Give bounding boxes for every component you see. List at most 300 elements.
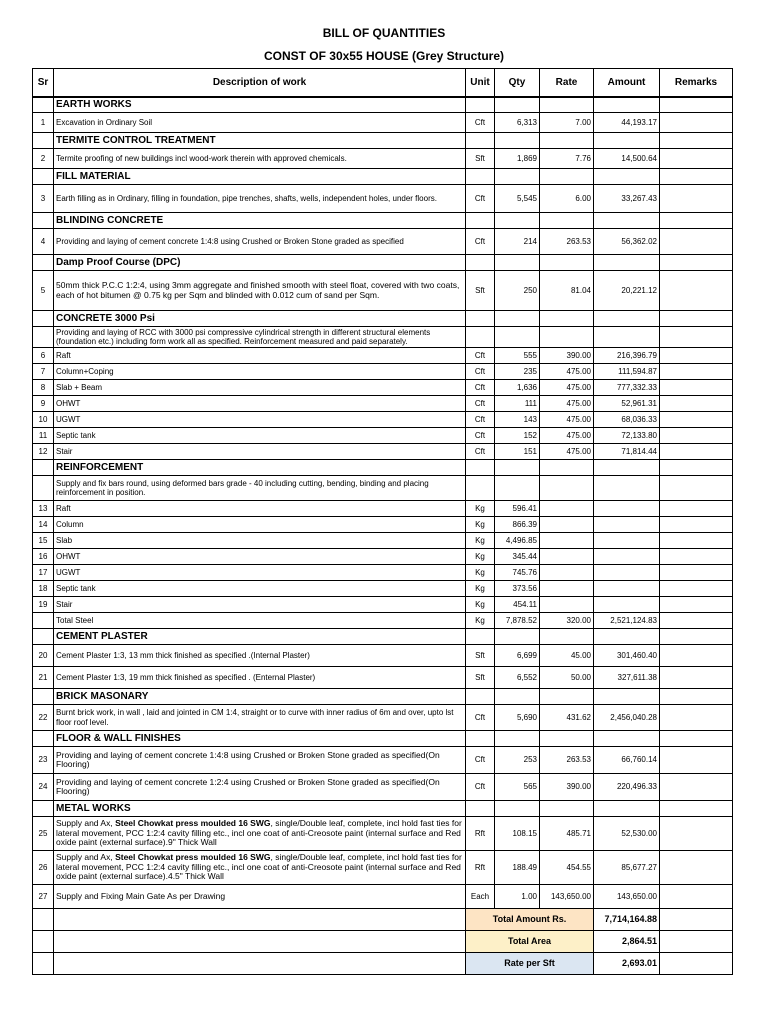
description-cell: Cement Plaster 1:3, 19 mm thick finished as specified . (Enternal Plaster): [54, 667, 466, 689]
description-cell: Total Steel: [54, 613, 466, 629]
sr-cell: 3: [33, 185, 54, 213]
amount-cell: 68,036.33: [594, 412, 660, 428]
empty-cell: [594, 213, 660, 229]
rate-cell: 431.62: [540, 705, 594, 731]
unit-cell: Kg: [466, 597, 495, 613]
sr-cell: 19: [33, 597, 54, 613]
header-description: Description of work: [54, 69, 466, 97]
amount-cell: [594, 581, 660, 597]
description-cell: Stair: [54, 444, 466, 460]
header-rate: Rate: [540, 69, 594, 97]
empty-cell: [466, 801, 495, 817]
table-row: [33, 667, 733, 689]
sr-cell: [33, 613, 54, 629]
section-row: [33, 255, 733, 271]
empty-cell: [466, 629, 495, 645]
table-row: [33, 597, 733, 613]
description-cell: [54, 851, 466, 885]
rate-cell: 390.00: [540, 348, 594, 364]
empty-cell: [495, 689, 540, 705]
description-cell: Providing and laying of cement concrete 1:2:4 using Crushed or Broken Stone graded as specified(On Flooring): [54, 774, 466, 801]
empty-cell: [540, 133, 594, 149]
amount-cell: 72,133.80: [594, 428, 660, 444]
empty-cell: [660, 953, 733, 975]
qty-cell: 1.00: [495, 885, 540, 909]
section-heading: METAL WORKS: [54, 801, 466, 817]
description-prefix: Supply and Ax,: [56, 852, 116, 863]
rate-cell: 475.00: [540, 380, 594, 396]
sr-cell: 11: [33, 428, 54, 444]
unit-cell: Cft: [466, 747, 495, 774]
amount-cell: 33,267.43: [594, 185, 660, 213]
table-row: [33, 113, 733, 133]
remarks-cell: [660, 851, 733, 885]
description-cell: OHWT: [54, 549, 466, 565]
remarks-cell: [660, 885, 733, 909]
empty-cell: [594, 169, 660, 185]
unit-cell: Cft: [466, 348, 495, 364]
section-row: [33, 460, 733, 476]
header-qty: Qty: [495, 69, 540, 97]
empty-cell: [660, 801, 733, 817]
rate-cell: [540, 549, 594, 565]
unit-cell: Rft: [466, 851, 495, 885]
rate-cell: [540, 476, 594, 501]
header-unit: Unit: [466, 69, 495, 97]
table-row: [33, 444, 733, 460]
qty-cell: 7,878.52: [495, 613, 540, 629]
amount-cell: 85,677.27: [594, 851, 660, 885]
document-subtitle: CONST OF 30x55 HOUSE (Grey Structure): [263, 49, 505, 63]
empty-cell: [33, 213, 54, 229]
empty-cell: [660, 133, 733, 149]
section-heading: CONCRETE 3000 Psi: [54, 311, 466, 327]
sr-cell: 4: [33, 229, 54, 255]
empty-cell: [594, 801, 660, 817]
sr-cell: 16: [33, 549, 54, 565]
description-cell: Stair: [54, 597, 466, 613]
table-row: [33, 412, 733, 428]
empty-cell: [660, 931, 733, 953]
description-cell: Excavation in Ordinary Soil: [54, 113, 466, 133]
unit-cell: [466, 476, 495, 501]
amount-cell: 301,460.40: [594, 645, 660, 667]
remarks-cell: [660, 597, 733, 613]
empty-cell: [660, 311, 733, 327]
amount-cell: 44,193.17: [594, 113, 660, 133]
description-cell: Supply and fix bars round, using deformed bars grade - 40 including cutting, bending, binding and placing reinforcement in position.: [54, 476, 466, 501]
total-amount-value: 7,714,164.88: [594, 909, 660, 931]
remarks-cell: [660, 774, 733, 801]
table-row: [33, 271, 733, 311]
total-amount-row: [33, 909, 733, 931]
total-area-label: Total Area: [466, 931, 594, 953]
empty-cell: [495, 311, 540, 327]
sr-cell: 21: [33, 667, 54, 689]
unit-cell: Cft: [466, 428, 495, 444]
amount-cell: 52,961.31: [594, 396, 660, 412]
empty-cell: [495, 133, 540, 149]
section-heading: FLOOR & WALL FINISHES: [54, 731, 466, 747]
remarks-cell: [660, 549, 733, 565]
qty-cell: 555: [495, 348, 540, 364]
empty-cell: [466, 311, 495, 327]
empty-cell: [660, 255, 733, 271]
empty-cell: [540, 689, 594, 705]
total-amount-label: Total Amount Rs.: [466, 909, 594, 931]
empty-cell: [594, 629, 660, 645]
qty-cell: 596.41: [495, 501, 540, 517]
description-cell: Earth filling as in Ordinary, filling in foundation, pipe trenches, shafts, wells, independent holes, under floors.: [54, 185, 466, 213]
rate-cell: 7.76: [540, 149, 594, 169]
description-cell: Termite proofing of new buildings incl wood-work therein with approved chemicals.: [54, 149, 466, 169]
table-row: [33, 613, 733, 629]
sr-cell: 7: [33, 364, 54, 380]
description-cell: UGWT: [54, 412, 466, 428]
empty-cell: [540, 460, 594, 476]
empty-cell: [33, 909, 54, 931]
empty-cell: [33, 97, 54, 113]
empty-cell: [495, 801, 540, 817]
qty-cell: 373.56: [495, 581, 540, 597]
qty-cell: 4,496.85: [495, 533, 540, 549]
description-cell: 50mm thick P.C.C 1:2:4, using 3mm aggregate and finished smooth with steel float, covered with two coats, each of hot bitumen @ 0.75 kg per Sqm and blinded with 0.012 cum of sand per Sqm.: [54, 271, 466, 311]
rate-cell: 475.00: [540, 428, 594, 444]
remarks-cell: [660, 533, 733, 549]
rate-cell: 50.00: [540, 667, 594, 689]
amount-cell: 52,530.00: [594, 817, 660, 851]
amount-cell: 327,611.38: [594, 667, 660, 689]
remarks-cell: [660, 364, 733, 380]
rate-per-sft-row: [33, 953, 733, 975]
amount-cell: [594, 501, 660, 517]
remarks-cell: [660, 645, 733, 667]
description-cell: Column+Coping: [54, 364, 466, 380]
empty-cell: [33, 931, 54, 953]
boq-table: [32, 68, 733, 975]
description-cell: Column: [54, 517, 466, 533]
remarks-cell: [660, 581, 733, 597]
empty-cell: [495, 731, 540, 747]
amount-cell: 56,362.02: [594, 229, 660, 255]
table-row: [33, 501, 733, 517]
amount-cell: 71,814.44: [594, 444, 660, 460]
section-row: [33, 213, 733, 229]
section-heading: Damp Proof Course (DPC): [54, 255, 466, 271]
qty-cell: [495, 327, 540, 348]
rate-cell: [540, 597, 594, 613]
unit-cell: Each: [466, 885, 495, 909]
table-row: [33, 428, 733, 444]
empty-cell: [33, 169, 54, 185]
description-cell: Supply and Fixing Main Gate As per Drawing: [54, 885, 466, 909]
table-row: [33, 565, 733, 581]
empty-cell: [660, 731, 733, 747]
description-cell: Septic tank: [54, 428, 466, 444]
table-row: [33, 885, 733, 909]
rate-cell: 81.04: [540, 271, 594, 311]
amount-cell: 216,396.79: [594, 348, 660, 364]
remarks-cell: [660, 271, 733, 311]
empty-cell: [495, 629, 540, 645]
rate-cell: 475.00: [540, 444, 594, 460]
rate-cell: 475.00: [540, 412, 594, 428]
qty-cell: 108.15: [495, 817, 540, 851]
remarks-cell: [660, 817, 733, 851]
amount-cell: [594, 565, 660, 581]
amount-cell: 111,594.87: [594, 364, 660, 380]
description-cell: Burnt brick work, in wall , laid and jointed in CM 1:4, straight or to curve with inner radius of 6m and over, upto lst floor roof level.: [54, 705, 466, 731]
empty-cell: [540, 213, 594, 229]
section-heading: BLINDING CONCRETE: [54, 213, 466, 229]
table-body: [33, 97, 733, 909]
amount-cell: 777,332.33: [594, 380, 660, 396]
amount-cell: 2,456,040.28: [594, 705, 660, 731]
empty-cell: [495, 97, 540, 113]
amount-cell: [594, 533, 660, 549]
unit-cell: Kg: [466, 533, 495, 549]
table-row: [33, 396, 733, 412]
description-text: , single/Double leaf, complete, incl hold fast ties for lateral movement, PCC 1:2:4 cavity filling etc., incl one coat of anti-Creosote paint (internal surface and Red oxide paint (external surface).4.5" Thick Wall: [56, 852, 462, 882]
remarks-cell: [660, 613, 733, 629]
rate-cell: [540, 327, 594, 348]
description-cell: Providing and laying of cement concrete 1:4:8 using Crushed or Broken Stone graded as specified(On Flooring): [54, 747, 466, 774]
remarks-cell: [660, 380, 733, 396]
remarks-cell: [660, 185, 733, 213]
amount-cell: [594, 476, 660, 501]
sr-cell: 15: [33, 533, 54, 549]
empty-cell: [594, 460, 660, 476]
description-text: , single/Double leaf, complete, incl hold fast ties for lateral movement, PCC 1:2:4 cavity filling etc., incl one coat of anti-Creosote paint (internal surface and Red oxide paint (external surface).9" Thick Wall: [56, 818, 462, 848]
empty-cell: [466, 689, 495, 705]
sr-cell: 18: [33, 581, 54, 597]
unit-cell: Kg: [466, 565, 495, 581]
rate-cell: [540, 565, 594, 581]
qty-cell: 151: [495, 444, 540, 460]
unit-cell: Sft: [466, 271, 495, 311]
sr-cell: 13: [33, 501, 54, 517]
unit-cell: Cft: [466, 364, 495, 380]
unit-cell: Kg: [466, 501, 495, 517]
unit-cell: Kg: [466, 613, 495, 629]
empty-cell: [466, 97, 495, 113]
empty-cell: [594, 731, 660, 747]
unit-cell: Cft: [466, 380, 495, 396]
description-cell: Providing and laying of cement concrete 1:4:8 using Crushed or Broken Stone graded as specified: [54, 229, 466, 255]
table-row: [33, 380, 733, 396]
table-row: [33, 705, 733, 731]
section-row: [33, 801, 733, 817]
remarks-cell: [660, 501, 733, 517]
qty-cell: 143: [495, 412, 540, 428]
table-row: [33, 774, 733, 801]
empty-cell: [660, 213, 733, 229]
remarks-cell: [660, 428, 733, 444]
qty-cell: 6,313: [495, 113, 540, 133]
rate-cell: 143,650.00: [540, 885, 594, 909]
qty-cell: 152: [495, 428, 540, 444]
empty-cell: [466, 731, 495, 747]
rate-cell: 6.00: [540, 185, 594, 213]
table-row: [33, 327, 733, 348]
qty-cell: 214: [495, 229, 540, 255]
empty-cell: [54, 953, 466, 975]
rate-cell: 320.00: [540, 613, 594, 629]
empty-cell: [594, 311, 660, 327]
qty-cell: [495, 476, 540, 501]
qty-cell: 188.49: [495, 851, 540, 885]
table-row: [33, 517, 733, 533]
empty-cell: [660, 689, 733, 705]
sr-cell: 12: [33, 444, 54, 460]
table-row: [33, 549, 733, 565]
empty-cell: [540, 801, 594, 817]
table-row: [33, 348, 733, 364]
section-row: [33, 169, 733, 185]
unit-cell: Cft: [466, 705, 495, 731]
table-row: [33, 185, 733, 213]
empty-cell: [33, 133, 54, 149]
unit-cell: Sft: [466, 645, 495, 667]
empty-cell: [594, 133, 660, 149]
sr-cell: 5: [33, 271, 54, 311]
table-row: [33, 229, 733, 255]
section-row: [33, 133, 733, 149]
empty-cell: [660, 97, 733, 113]
section-row: [33, 629, 733, 645]
sr-cell: 2: [33, 149, 54, 169]
empty-cell: [495, 255, 540, 271]
remarks-cell: [660, 327, 733, 348]
unit-cell: [466, 327, 495, 348]
empty-cell: [540, 629, 594, 645]
empty-cell: [540, 311, 594, 327]
empty-cell: [33, 953, 54, 975]
rate-cell: 263.53: [540, 229, 594, 255]
qty-cell: 1,869: [495, 149, 540, 169]
sr-cell: [33, 476, 54, 501]
unit-cell: Cft: [466, 185, 495, 213]
rate-cell: 475.00: [540, 396, 594, 412]
sr-cell: 17: [33, 565, 54, 581]
description-bold: Steel Chowkat press moulded 16 SWG: [115, 818, 271, 829]
remarks-cell: [660, 229, 733, 255]
empty-cell: [495, 460, 540, 476]
sr-cell: 24: [33, 774, 54, 801]
empty-cell: [466, 133, 495, 149]
empty-cell: [540, 169, 594, 185]
amount-cell: 143,650.00: [594, 885, 660, 909]
remarks-cell: [660, 348, 733, 364]
empty-cell: [660, 460, 733, 476]
rate-cell: [540, 517, 594, 533]
table-row: [33, 747, 733, 774]
empty-cell: [33, 311, 54, 327]
empty-cell: [594, 689, 660, 705]
description-cell: Septic tank: [54, 581, 466, 597]
rate-per-sft-label: Rate per Sft: [466, 953, 594, 975]
table-row: [33, 645, 733, 667]
description-cell: UGWT: [54, 565, 466, 581]
sr-cell: 9: [33, 396, 54, 412]
empty-cell: [466, 255, 495, 271]
remarks-cell: [660, 113, 733, 133]
qty-cell: 111: [495, 396, 540, 412]
amount-cell: [594, 597, 660, 613]
amount-cell: 66,760.14: [594, 747, 660, 774]
table-row: [33, 851, 733, 885]
rate-cell: 45.00: [540, 645, 594, 667]
qty-cell: 345.44: [495, 549, 540, 565]
remarks-cell: [660, 412, 733, 428]
rate-cell: 485.71: [540, 817, 594, 851]
remarks-cell: [660, 667, 733, 689]
remarks-cell: [660, 476, 733, 501]
table-row: [33, 817, 733, 851]
unit-cell: Sft: [466, 149, 495, 169]
empty-cell: [54, 909, 466, 931]
remarks-cell: [660, 517, 733, 533]
remarks-cell: [660, 444, 733, 460]
empty-cell: [466, 213, 495, 229]
empty-cell: [466, 169, 495, 185]
rate-cell: [540, 581, 594, 597]
description-cell: Raft: [54, 348, 466, 364]
remarks-cell: [660, 396, 733, 412]
description-cell: Slab + Beam: [54, 380, 466, 396]
table-row: [33, 581, 733, 597]
section-row: [33, 311, 733, 327]
qty-cell: 6,552: [495, 667, 540, 689]
unit-cell: Cft: [466, 444, 495, 460]
description-cell: Cement Plaster 1:3, 13 mm thick finished as specified .(Internal Plaster): [54, 645, 466, 667]
qty-cell: 866.39: [495, 517, 540, 533]
empty-cell: [594, 255, 660, 271]
amount-cell: [594, 517, 660, 533]
table-row: [33, 149, 733, 169]
section-heading: EARTH WORKS: [54, 97, 466, 113]
empty-cell: [33, 731, 54, 747]
document-title: BILL OF QUANTITIES: [322, 26, 446, 40]
qty-cell: 5,690: [495, 705, 540, 731]
empty-cell: [660, 909, 733, 931]
header-sr: Sr: [33, 69, 54, 97]
empty-cell: [33, 460, 54, 476]
sr-cell: 25: [33, 817, 54, 851]
rate-cell: 263.53: [540, 747, 594, 774]
sr-cell: 20: [33, 645, 54, 667]
sr-cell: 22: [33, 705, 54, 731]
rate-cell: 475.00: [540, 364, 594, 380]
section-heading: CEMENT PLASTER: [54, 629, 466, 645]
empty-cell: [540, 255, 594, 271]
empty-cell: [33, 255, 54, 271]
section-heading: REINFORCEMENT: [54, 460, 466, 476]
sr-cell: 14: [33, 517, 54, 533]
unit-cell: Cft: [466, 113, 495, 133]
remarks-cell: [660, 705, 733, 731]
sr-cell: 27: [33, 885, 54, 909]
qty-cell: 6,699: [495, 645, 540, 667]
amount-cell: 20,221.12: [594, 271, 660, 311]
description-cell: OHWT: [54, 396, 466, 412]
unit-cell: Sft: [466, 667, 495, 689]
total-area-row: [33, 931, 733, 953]
empty-cell: [54, 931, 466, 953]
description-prefix: Supply and Ax,: [56, 818, 116, 829]
qty-cell: 250: [495, 271, 540, 311]
amount-cell: 220,496.33: [594, 774, 660, 801]
